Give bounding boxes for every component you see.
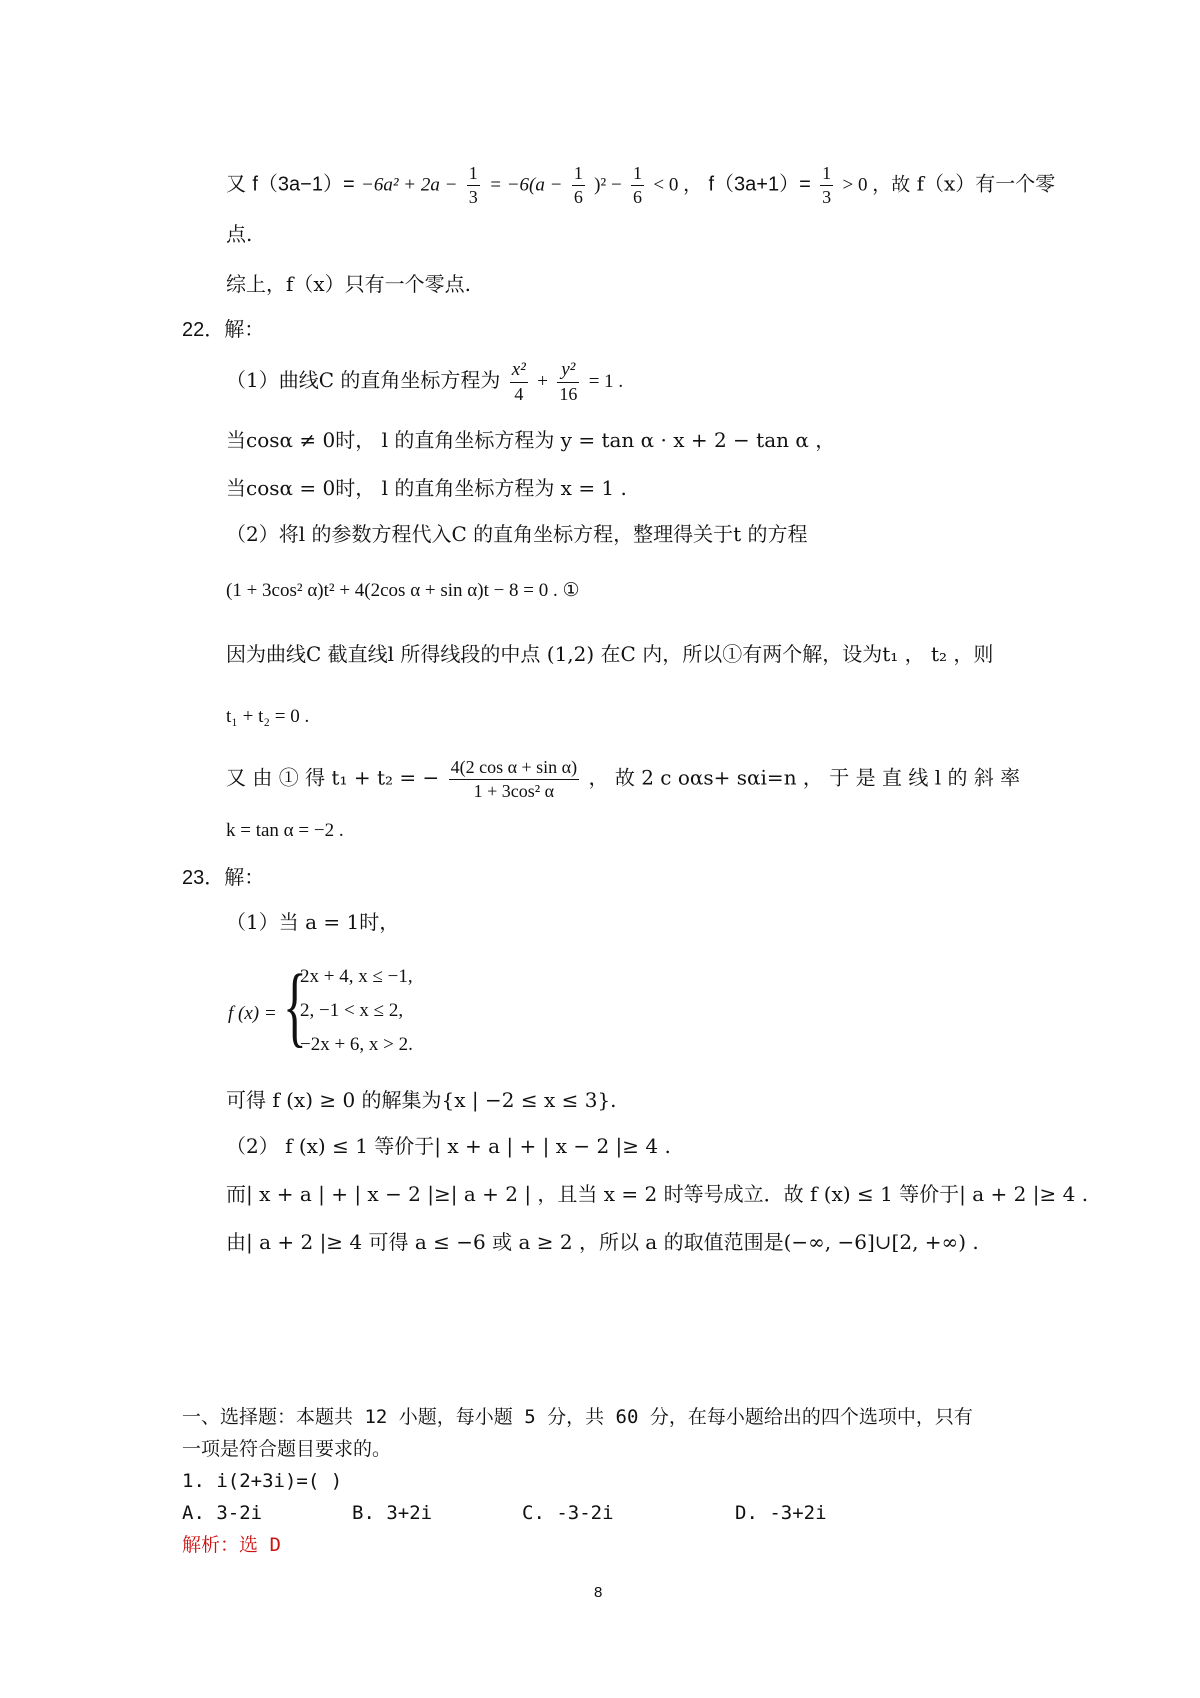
q22-heading: 22．解： xyxy=(182,319,265,341)
document-page: 又 f（3a−1）= −6a² + 2a − $\frac{1}{3}$ = −6(a − $\frac{1}{6}$ )² − $\frac{1}{6}$ < 0 ， f（3a+1）= $\frac{1}{3}$ > 0 ，故 f（x）有一个零 点. 综上，f（x）只有一个零点. 22．解： （1）曲线C 的直角坐标方程为 $\frac{\text{x²}}{4}$ + $\frac{\text{y²}}{16}$ = 1 . 当cosα ≠ 0时， l 的直角坐标方程为 y = tan α · x + 2 − tan α ， 当cosα = 0时， l 的直角坐标方程为 x = 1 . （2）将l 的参数方程代入C 的直角坐标方程，整理得关于t 的方程 (1 + 3cos² α)t² + 4(2cos α + sin α)t − 8 = 0 . ① 因为曲线C 截直线l 所得线段的中点 (1,2) 在C 内，所以①有两个解，设为t₁ ， t₂ ，则 t₁ + t₂ = 0 . 又 由 ① 得 t₁ + t₂ = − $\frac{\text{4(2 cos α + sin α)}}{\text{1 + 3cos² α}}$ ， 故 2 c oαs+ sαi=n ， 于 是 直 线 l 的 斜 率 k = tan α = −2 . 23．解： （1）当 a = 1时， f (x) = { 2x + 4, x ≤ −1, 2, −1 < x ≤ 2, −2x + 6, x > 2. 可得 f (x) ≥ 0 的解集为{x | −2 ≤ x ≤ 3}. （2） f (x) ≤ 1 等价于| x + a | + | x − 2 |≥ 4 . 而| x + a | + | x − 2 |≥| a + 2 | ，且当 x = 2 时等号成立．故 f (x) ≤ 1 等价于| a + 2 |≥ 4 . 由| a + 2 |≥ 4 可得 a ≤ −6 或 a ≥ 2 ，所以 a 的取值范围是(−∞, −6]∪[2, +∞) . 一、选择题：本题共 12 小题，每小题 5 分，共 60 分，在每小题给出的四个选项中，只有 一项是符合题目要求的。 1. i(2+3i)=( ) A. 3-2i B. 3+2i C. -3-2i D. -3+2i 解析：选 D 8 xyxy=(0,0,1200,1698)
p21-line2: 点. xyxy=(226,222,253,246)
question-1: 1. i(2+3i)=( ) xyxy=(182,1470,343,1492)
q23-equivalence: 而| x + a | + | x − 2 |≥| a + 2 | ，且当 x = 2 时等号成立．故 f (x) ≤ 1 等价于| a + 2 |≥ 4 . xyxy=(226,1182,1089,1206)
case-1: 2x + 4, x ≤ −1, xyxy=(300,966,413,987)
left-brace: { xyxy=(283,957,307,1056)
q22-slope-result: k = tan α = −2 . xyxy=(226,820,344,841)
section-title-line2: 一项是符合题目要求的。 xyxy=(182,1438,392,1460)
q23-part2: （2） f (x) ≤ 1 等价于| x + a | + | x − 2 |≥ 4 . xyxy=(226,1134,671,1158)
q23-part1: （1）当 a = 1时， xyxy=(226,910,400,934)
q22-equation-1: (1 + 3cos² α)t² + 4(2cos α + sin α)t − 8 = 0 . ① xyxy=(226,580,580,601)
case-3: −2x + 6, x > 2. xyxy=(300,1034,413,1055)
q23-heading: 23．解： xyxy=(182,867,265,889)
q22-slope-derivation: 又 由 ① 得 t₁ + t₂ = − $\frac{\text{4(2 cos α + sin α)}}{\text{1 + 3cos² α}}$ ， 故 2 c oαs+ sαi=n ， 于 是 直 线 l 的 斜 率 xyxy=(226,757,1021,801)
option-a: A. 3-2i xyxy=(182,1502,263,1524)
option-c: C. -3-2i xyxy=(522,1502,614,1524)
q22-part1-curve: （1）曲线C 的直角坐标方程为 $\frac{\text{x²}}{4}$ + $\frac{\text{y²}}{16}$ = 1 . xyxy=(226,359,624,404)
q22-line-cos-zero: 当cosα = 0时， l 的直角坐标方程为 x = 1 . xyxy=(226,476,627,500)
p21-line1: 又 f（3a−1）= −6a² + 2a − $\frac{1}{3}$ = −6(a − $\frac{1}{6}$ )² − $\frac{1}{6}$ < 0 ， f（3a+1）= $\frac{1}{3}$ > 0 ，故 f（x）有一个零 xyxy=(226,163,1056,207)
q22-part2-intro: （2）将l 的参数方程代入C 的直角坐标方程，整理得关于t 的方程 xyxy=(226,522,808,546)
section-title-line1: 一、选择题：本题共 12 小题，每小题 5 分，共 60 分，在每小题给出的四个选项中，只有 xyxy=(182,1406,973,1428)
q23-range: 由| a + 2 |≥ 4 可得 a ≤ −6 或 a ≥ 2 ，所以 a 的取值范围是(−∞, −6]∪[2, +∞) . xyxy=(226,1230,979,1254)
q22-line-cos-nonzero: 当cosα ≠ 0时， l 的直角坐标方程为 y = tan α · x + 2 − tan α ， xyxy=(226,428,836,452)
q23-solution-set: 可得 f (x) ≥ 0 的解集为{x | −2 ≤ x ≤ 3}. xyxy=(226,1088,617,1112)
p21-summary: 综上，f（x）只有一个零点. xyxy=(226,272,472,296)
option-d: D. -3+2i xyxy=(735,1502,827,1524)
f-3a-minus-1: f（3a−1）= xyxy=(252,173,355,196)
page-number: 8 xyxy=(594,1584,603,1601)
answer-explanation: 解析：选 D xyxy=(182,1534,281,1556)
q22-midpoint: 因为曲线C 截直线l 所得线段的中点 (1,2) 在C 内，所以①有两个解，设为t₁ ， t₂ ，则 xyxy=(226,642,994,666)
case-2: 2, −1 < x ≤ 2, xyxy=(300,1000,404,1021)
q22-sum-zero: t₁ + t₂ = 0 . xyxy=(226,706,310,727)
option-b: B. 3+2i xyxy=(352,1502,433,1524)
